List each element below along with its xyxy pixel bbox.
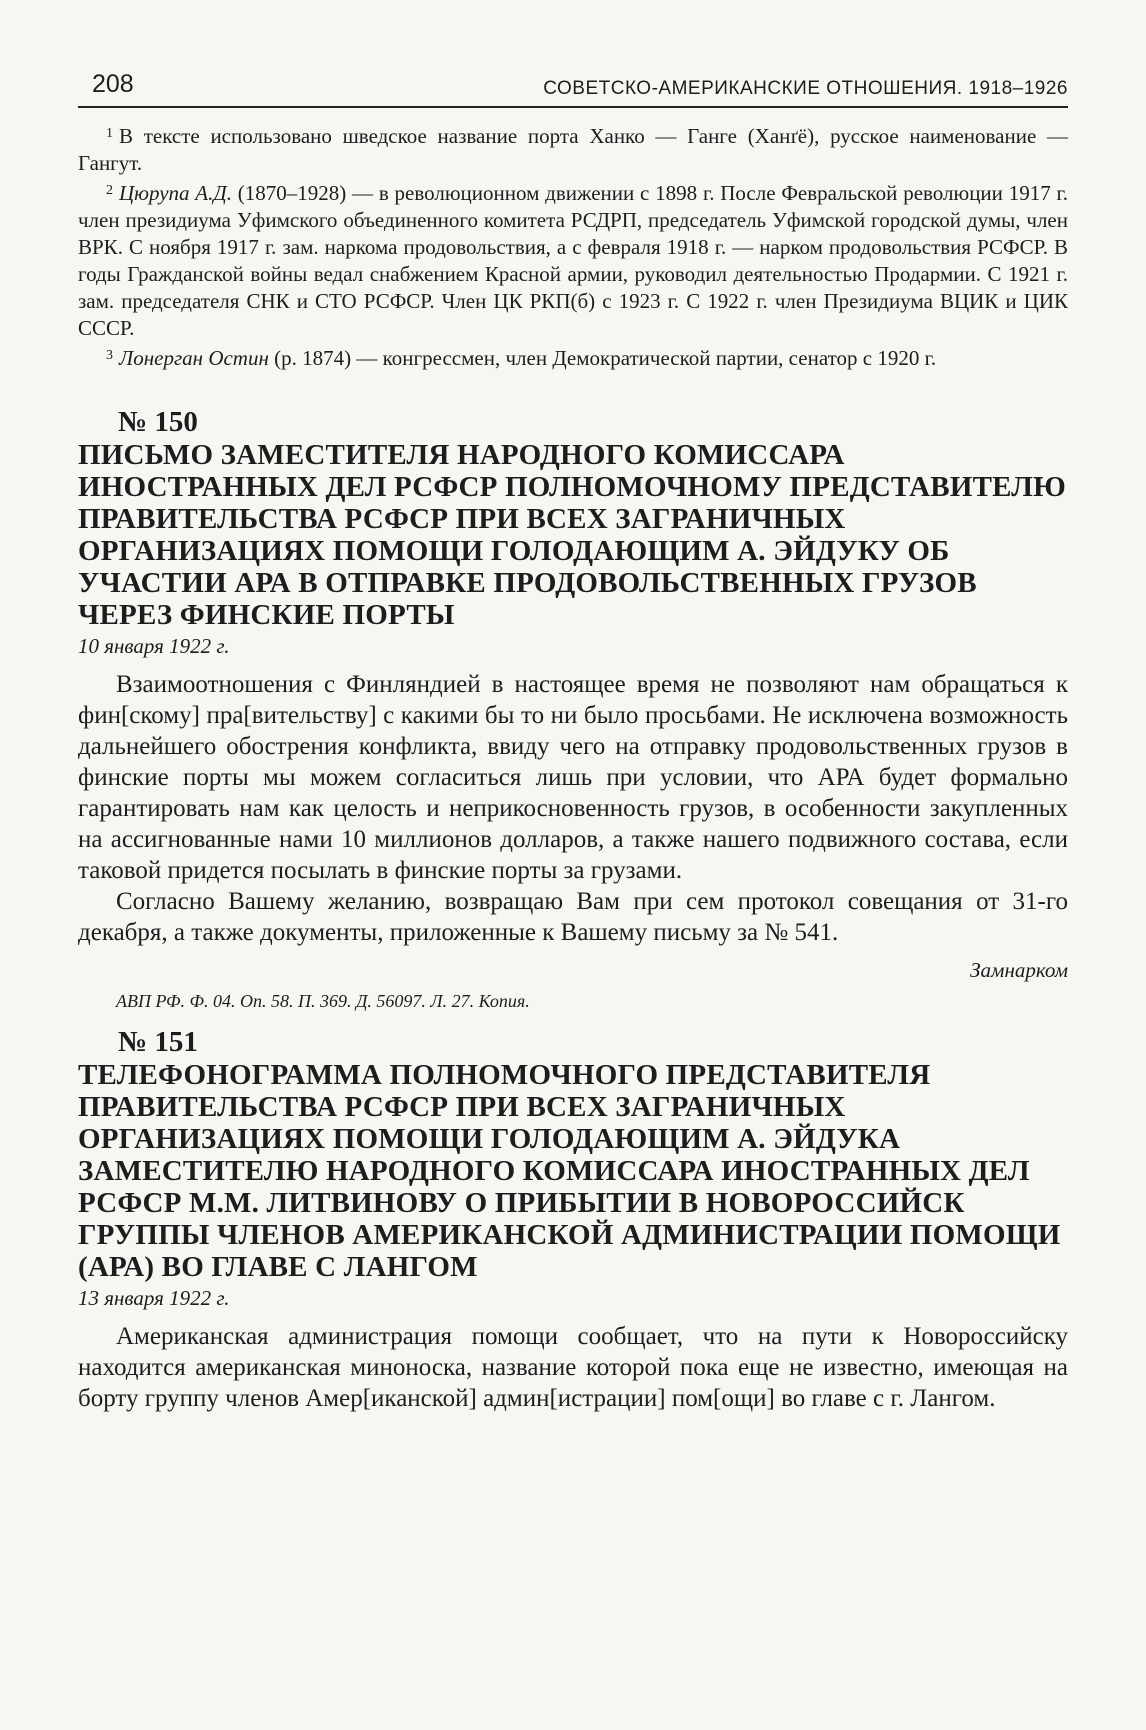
document-151 [78, 1026, 1068, 1414]
document-body [78, 669, 1068, 948]
signature: Замнарком [970, 958, 1068, 982]
paragraph: Взаимоотношения с Финляндией в настоящее время не позволяют нам обращаться к фин[скому] пра[вительству] с какими бы то ни было просьбами. Не исключена возможность дальнейшего обострения конфликта, ввиду чего на отправку продовольственных грузов в финские порты мы можем согласиться лишь при условии, что АРА будет формально гарантировать нам как целость и неприкосновенность грузов, в особенности закупленных на ассигнованные нами 10 миллионов долларов, а также нашего подвижного состава, если таковой придется посылать в финские порты за грузами. [78, 671, 1068, 884]
page-number: 208 [92, 70, 134, 98]
document-date: 10 января 1922 г. [78, 634, 230, 658]
document-150 [78, 406, 1068, 1012]
footnote [78, 342, 1068, 372]
document-body [78, 1321, 1068, 1414]
page-header [78, 64, 1068, 108]
footnote-text: (1870–1928) — в революционном движении с 1898 г. После Февральской революции 1917 г. член президиума Уфимского объединенного комитета РСДРП, председатель Уфимской городской думы, член ВРК. С ноября 1917 г. зам. наркома продовольствия, а с февраля 1918 г. — нарком продовольствия РСФСР. В годы Гражданской войны ведал снабжением Красной армии, руководил деятельностью Продармии. С 1921 г. зам. председателя СНК и СТО РСФСР. Член ЦК РКП(б) с 1923 г. С 1922 г. член Президиума ВЦИК и ЦИК СССР. [78, 181, 1068, 340]
footnote-person-name: Лонерган Остин [119, 346, 269, 370]
running-title: СОВЕТСКО-АМЕРИКАНСКИЕ ОТНОШЕНИЯ. 1918–1926 [543, 78, 1068, 99]
paragraph: Американская администрация помощи сообщает, что на пути к Новороссийску находится американская миноноска, название которой пока еще не известно, имеющая на борту группу членов Амер[иканской] админ[истрации] пом[ощи] во главе с г. Лангом. [78, 1323, 1068, 1412]
footnote-mark: 2 [106, 183, 113, 198]
archive-reference: АВП РФ. Ф. 04. Оп. 58. П. 369. Д. 56097. Л. 27. Копия. [116, 991, 530, 1011]
document-date: 13 января 1922 г. [78, 1286, 230, 1310]
footnote-text: (р. 1874) — конгрессмен, член Демократической партии, сенатор с 1920 г. [268, 346, 937, 370]
document-number: № 150 [118, 406, 198, 438]
page [78, 64, 1068, 1414]
document-title: ПИСЬМО ЗАМЕСТИТЕЛЯ НАРОДНОГО КОМИССАРА ИНОСТРАННЫХ ДЕЛ РСФСР ПОЛНОМОЧНОМУ ПРЕДСТАВИТЕЛЮ ПРАВИТЕЛЬСТВА РСФСР ПРИ ВСЕХ ЗАГРАНИЧНЫХ ОРГАНИЗАЦИЯХ ПОМОЩИ ГОЛОДАЮЩИМ А. ЭЙДУКУ ОБ УЧАСТИИ АРА В ОТПРАВКЕ ПРОДОВОЛЬСТВЕННЫХ ГРУЗОВ ЧЕРЕЗ ФИНСКИЕ ПОРТЫ [78, 439, 1066, 631]
footnote-mark: 3 [106, 348, 113, 363]
paragraph: Согласно Вашему желанию, возвращаю Вам при сем протокол совещания от 31-го декабря, а также документы, приложенные к Вашему письму за № 541. [78, 888, 1068, 946]
document-title: ТЕЛЕФОНОГРАММА ПОЛНОМОЧНОГО ПРЕДСТАВИТЕЛЯ ПРАВИТЕЛЬСТВА РСФСР ПРИ ВСЕХ ЗАГРАНИЧНЫХ ОРГАНИЗАЦИЯХ ПОМОЩИ ГОЛОДАЮЩИМ А. ЭЙДУКА ЗАМЕСТИТЕЛЮ НАРОДНОГО КОМИССАРА ИНОСТРАННЫХ ДЕЛ РСФСР М.М. ЛИТВИНОВУ О ПРИБЫТИИ В НОВОРОССИЙСК ГРУППЫ ЧЛЕНОВ АМЕРИКАНСКОЙ АДМИНИСТРАЦИИ ПОМОЩИ (АРА) ВО ГЛАВЕ С ЛАНГОМ [78, 1059, 1061, 1283]
footnote [78, 177, 1068, 342]
footnotes [78, 120, 1068, 372]
footnote [78, 120, 1068, 177]
footnote-text: В тексте использовано шведское название порта Ханко — Ганге (Ханґё), русское наименование — Гангут. [78, 124, 1068, 175]
footnote-mark: 1 [106, 126, 113, 141]
document-number: № 151 [118, 1026, 198, 1058]
footnote-person-name: Цюрупа А.Д. [119, 181, 232, 205]
